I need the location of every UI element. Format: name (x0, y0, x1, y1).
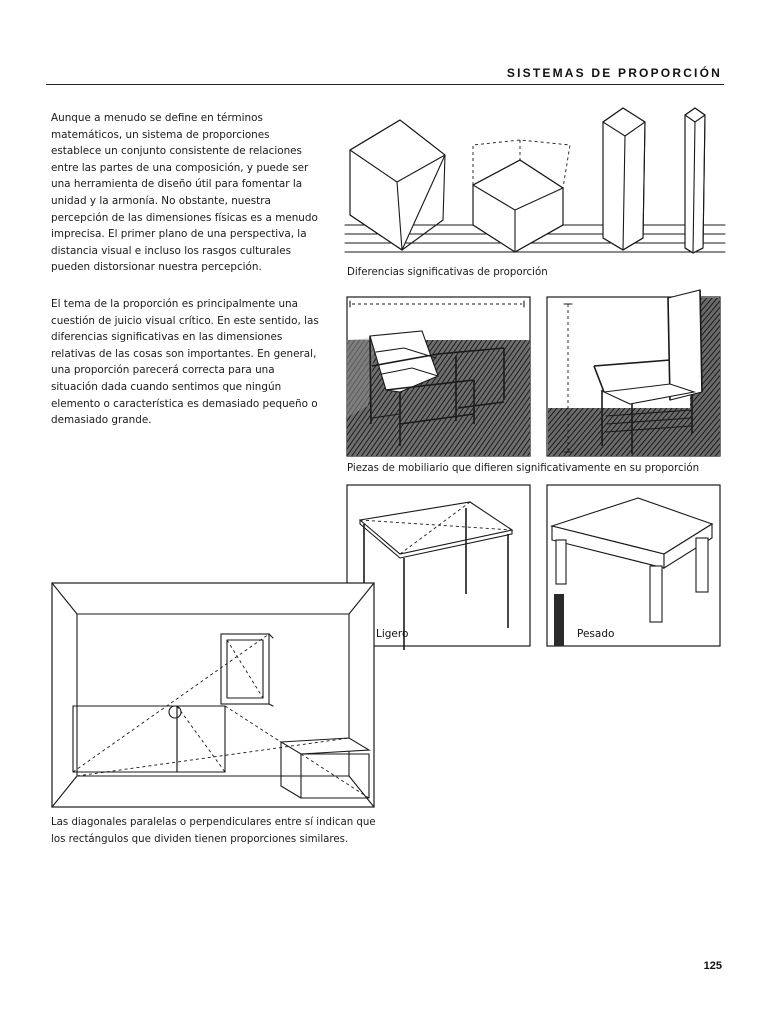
proportion-prisms-figure (345, 100, 725, 260)
heavy-table-label: Pesado (577, 628, 615, 640)
page-number: 125 (703, 960, 722, 972)
chair-sketch-left (346, 296, 532, 458)
chair-sketch-right (546, 296, 722, 458)
light-table-label: Ligero (376, 628, 409, 640)
header-rule (46, 84, 724, 85)
body-paragraph-2: El tema de la proporción es principalmente una cuestión de juicio visual crítico. En este sentido, las diferencias significativas en las dimensiones relativas de las cosas son importantes. En general, una proporción parecerá correcta para una situación dada cuando sentimos que ningún elemento o característica es demasiado pequeño o demasiado grande. (51, 298, 319, 427)
proportion-caption: Diferencias significativas de proporción (347, 267, 548, 278)
heavy-table-sketch (546, 484, 722, 648)
running-header: SISTEMAS DE PROPORCIÓN (506, 66, 722, 80)
room-diagonals-sketch (51, 582, 381, 810)
body-paragraph-1: Aunque a menudo se define en términos matemáticos, un sistema de proporciones establece un conjunto consistente de relaciones entre las partes de una composición, y puede ser una herramienta de diseño útil para fomentar la unidad y la armonía. No obstante, nuestra percepción de las dimensiones físicas es a menudo imprecisa. El primer plano de una perspectiva, la distancia visual e incluso los rasgos culturales pueden distorsionar nuestra percepción. (51, 112, 318, 274)
diagonals-caption: Las diagonales paralelas o perpendiculares entre sí indican que los rectángulos que dividen tienen proporciones similares. (51, 817, 376, 845)
furniture-caption: Piezas de mobiliario que difieren significativamente en su proporción (347, 463, 700, 474)
